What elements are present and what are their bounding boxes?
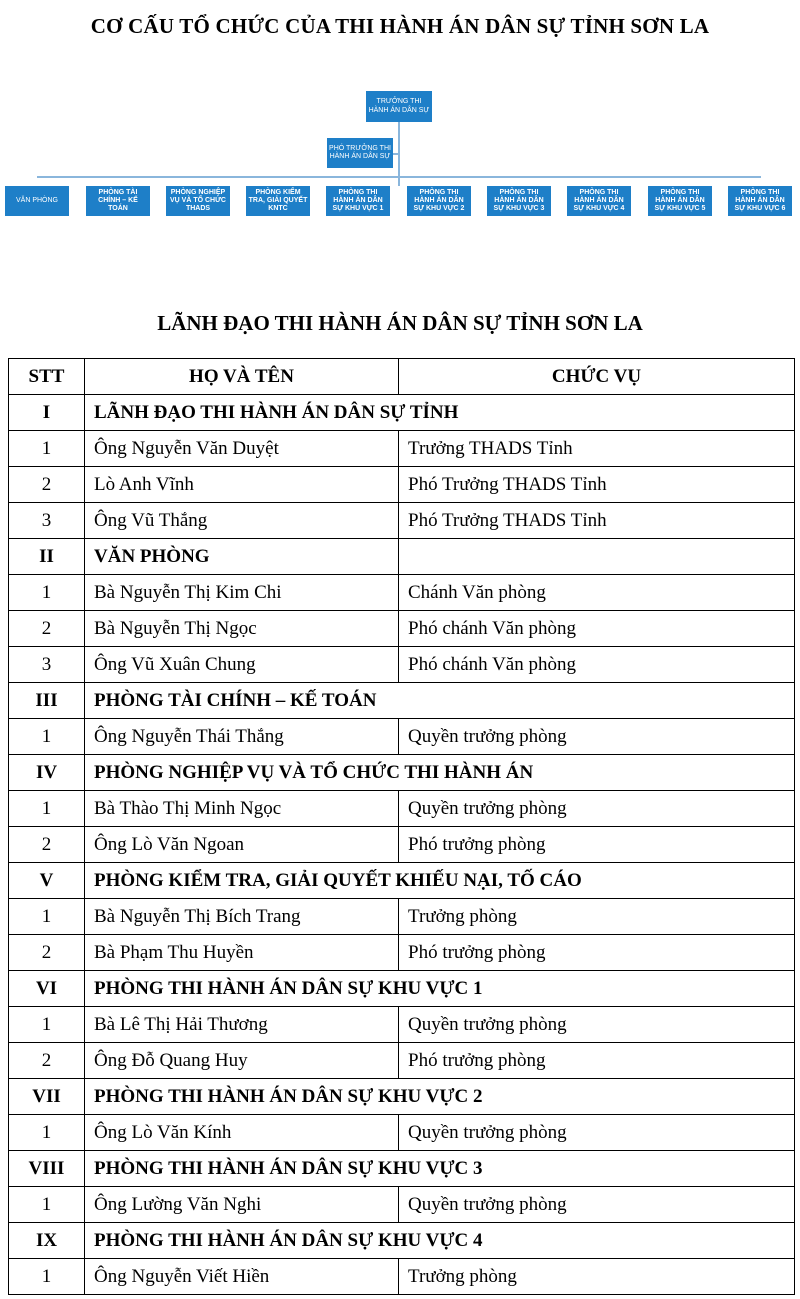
- row-stt: 1: [9, 1259, 85, 1295]
- row-name: Bà Nguyễn Thị Bích Trang: [85, 899, 399, 935]
- row-stt: 1: [9, 719, 85, 755]
- page-title: CƠ CẤU TỔ CHỨC CỦA THI HÀNH ÁN DÂN SỰ TỈNH SƠN LA: [90, 14, 710, 38]
- section-title: LÃNH ĐẠO THI HÀNH ÁN DÂN SỰ TỈNH: [85, 395, 795, 431]
- row-position: Phó trưởng phòng: [399, 827, 795, 863]
- row-stt: VIII: [9, 1151, 85, 1187]
- row-stt: 2: [9, 1043, 85, 1079]
- leaders-title: LÃNH ĐẠO THI HÀNH ÁN DÂN SỰ TỈNH SƠN LA: [157, 311, 643, 335]
- org-chart: [0, 0, 800, 240]
- row-stt: I: [9, 395, 85, 431]
- table-row: [9, 827, 795, 863]
- row-stt: 3: [9, 647, 85, 683]
- section-title: PHÒNG THI HÀNH ÁN DÂN SỰ KHU VỰC 4: [85, 1223, 795, 1259]
- row-position: Phó Trưởng THADS Tỉnh: [399, 503, 795, 539]
- table-row: [9, 1043, 795, 1079]
- section-row: [9, 863, 795, 899]
- org-box-head: TRƯỞNG THI HÀNH ÁN DÂN SỰ: [366, 91, 432, 122]
- row-stt: IV: [9, 755, 85, 791]
- leaders-table: [8, 358, 795, 1295]
- row-stt: 1: [9, 1007, 85, 1043]
- row-name: Ông Nguyễn Thái Thắng: [85, 719, 399, 755]
- row-name: Ông Lường Văn Nghi: [85, 1187, 399, 1223]
- table-row: [9, 611, 795, 647]
- org-box-unit-2: PHÒNG TÀI CHÍNH – KẾ TOÁN: [86, 186, 150, 216]
- table-row: [9, 1187, 795, 1223]
- row-stt: 2: [9, 467, 85, 503]
- section-row: [9, 395, 795, 431]
- row-stt: 1: [9, 575, 85, 611]
- row-position: Chánh Văn phòng: [399, 575, 795, 611]
- row-stt: 2: [9, 827, 85, 863]
- org-box-unit-7: PHÒNG THI HÀNH ÁN DÂN SỰ KHU VỰC 3: [487, 186, 551, 216]
- table-row: [9, 467, 795, 503]
- row-name: Ông Nguyễn Văn Duyệt: [85, 431, 399, 467]
- section-row: [9, 971, 795, 1007]
- header-position: CHỨC VỤ: [399, 359, 795, 395]
- row-name: Ông Lò Văn Kính: [85, 1115, 399, 1151]
- row-name: Ông Nguyễn Viết Hiền: [85, 1259, 399, 1295]
- row-stt: VI: [9, 971, 85, 1007]
- section-title: PHÒNG TÀI CHÍNH – KẾ TOÁN: [85, 683, 795, 719]
- org-box-unit-9: PHÒNG THI HÀNH ÁN DÂN SỰ KHU VỰC 5: [648, 186, 712, 216]
- row-position: Phó chánh Văn phòng: [399, 611, 795, 647]
- row-name: Ông Lò Văn Ngoan: [85, 827, 399, 863]
- row-stt: 2: [9, 611, 85, 647]
- table-row: [9, 719, 795, 755]
- section-title: PHÒNG THI HÀNH ÁN DÂN SỰ KHU VỰC 3: [85, 1151, 795, 1187]
- section-row: [9, 1151, 795, 1187]
- row-position: Quyền trưởng phòng: [399, 1187, 795, 1223]
- row-stt: II: [9, 539, 85, 575]
- row-stt: IX: [9, 1223, 85, 1259]
- section-row: [9, 1223, 795, 1259]
- org-box-unit-10: PHÒNG THI HÀNH ÁN DÂN SỰ KHU VỰC 6: [728, 186, 792, 216]
- section-row: [9, 683, 795, 719]
- section-row: [9, 755, 795, 791]
- row-name: Lò Anh Vĩnh: [85, 467, 399, 503]
- row-position: Trưởng phòng: [399, 1259, 795, 1295]
- row-name: Ông Vũ Thắng: [85, 503, 399, 539]
- org-box-deputy: PHÓ TRƯỞNG THI HÀNH ÁN DÂN SỰ: [327, 138, 393, 168]
- row-position: Quyền trưởng phòng: [399, 1007, 795, 1043]
- org-box-unit-5: PHÒNG THI HÀNH ÁN DÂN SỰ KHU VỰC 1: [326, 186, 390, 216]
- connector-deputy: [393, 153, 399, 155]
- org-box-unit-4: PHÒNG KIỂM TRA, GIẢI QUYẾT KNTC: [246, 186, 310, 216]
- row-position: Quyền trưởng phòng: [399, 791, 795, 827]
- section-title: PHÒNG NGHIỆP VỤ VÀ TỔ CHỨC THI HÀNH ÁN: [85, 755, 795, 791]
- row-stt: 3: [9, 503, 85, 539]
- table-row: [9, 431, 795, 467]
- table-row: [9, 1259, 795, 1295]
- table-header-row: [9, 359, 795, 395]
- table-row: [9, 1007, 795, 1043]
- row-stt: 1: [9, 899, 85, 935]
- table-row: [9, 503, 795, 539]
- row-name: Bà Nguyễn Thị Kim Chi: [85, 575, 399, 611]
- row-position: Phó trưởng phòng: [399, 1043, 795, 1079]
- row-position: Phó chánh Văn phòng: [399, 647, 795, 683]
- row-name: Ông Vũ Xuân Chung: [85, 647, 399, 683]
- row-name: Bà Phạm Thu Huyền: [85, 935, 399, 971]
- section-title: PHÒNG THI HÀNH ÁN DÂN SỰ KHU VỰC 2: [85, 1079, 795, 1115]
- table-row: [9, 935, 795, 971]
- section-title: PHÒNG KIỂM TRA, GIẢI QUYẾT KHIẾU NẠI, TỐ CÁO: [85, 863, 795, 899]
- org-box-unit-6: PHÒNG THI HÀNH ÁN DÂN SỰ KHU VỰC 2: [407, 186, 471, 216]
- row-stt: 1: [9, 791, 85, 827]
- org-box-unit-3: PHÒNG NGHIỆP VỤ VÀ TỔ CHỨC THADS: [166, 186, 230, 216]
- row-name: Bà Lê Thị Hải Thương: [85, 1007, 399, 1043]
- table-row: [9, 575, 795, 611]
- table-row: [9, 899, 795, 935]
- row-stt: 2: [9, 935, 85, 971]
- section-row: [9, 1079, 795, 1115]
- org-box-unit-8: PHÒNG THI HÀNH ÁN DÂN SỰ KHU VỰC 4: [567, 186, 631, 216]
- row-stt: V: [9, 863, 85, 899]
- org-box-unit-1: VĂN PHÒNG: [5, 186, 69, 216]
- row-position: Phó Trưởng THADS Tỉnh: [399, 467, 795, 503]
- row-position: Trưởng THADS Tỉnh: [399, 431, 795, 467]
- section-row: [9, 539, 795, 575]
- table-row: [9, 1115, 795, 1151]
- section-title: VĂN PHÒNG: [85, 539, 399, 575]
- row-position: Quyền trưởng phòng: [399, 719, 795, 755]
- header-name: HỌ VÀ TÊN: [85, 359, 399, 395]
- connector-horizontal: [37, 176, 761, 178]
- header-stt: STT: [9, 359, 85, 395]
- row-stt: 1: [9, 1115, 85, 1151]
- section-title: PHÒNG THI HÀNH ÁN DÂN SỰ KHU VỰC 1: [85, 971, 795, 1007]
- row-position: [399, 539, 795, 575]
- row-position: Phó trưởng phòng: [399, 935, 795, 971]
- row-name: Ông Đỗ Quang Huy: [85, 1043, 399, 1079]
- row-position: Trưởng phòng: [399, 899, 795, 935]
- row-name: Bà Thào Thị Minh Ngọc: [85, 791, 399, 827]
- row-stt: 1: [9, 431, 85, 467]
- row-stt: VII: [9, 1079, 85, 1115]
- table-row: [9, 791, 795, 827]
- row-name: Bà Nguyễn Thị Ngọc: [85, 611, 399, 647]
- row-position: Quyền trưởng phòng: [399, 1115, 795, 1151]
- row-stt: 1: [9, 1187, 85, 1223]
- table-row: [9, 647, 795, 683]
- row-stt: III: [9, 683, 85, 719]
